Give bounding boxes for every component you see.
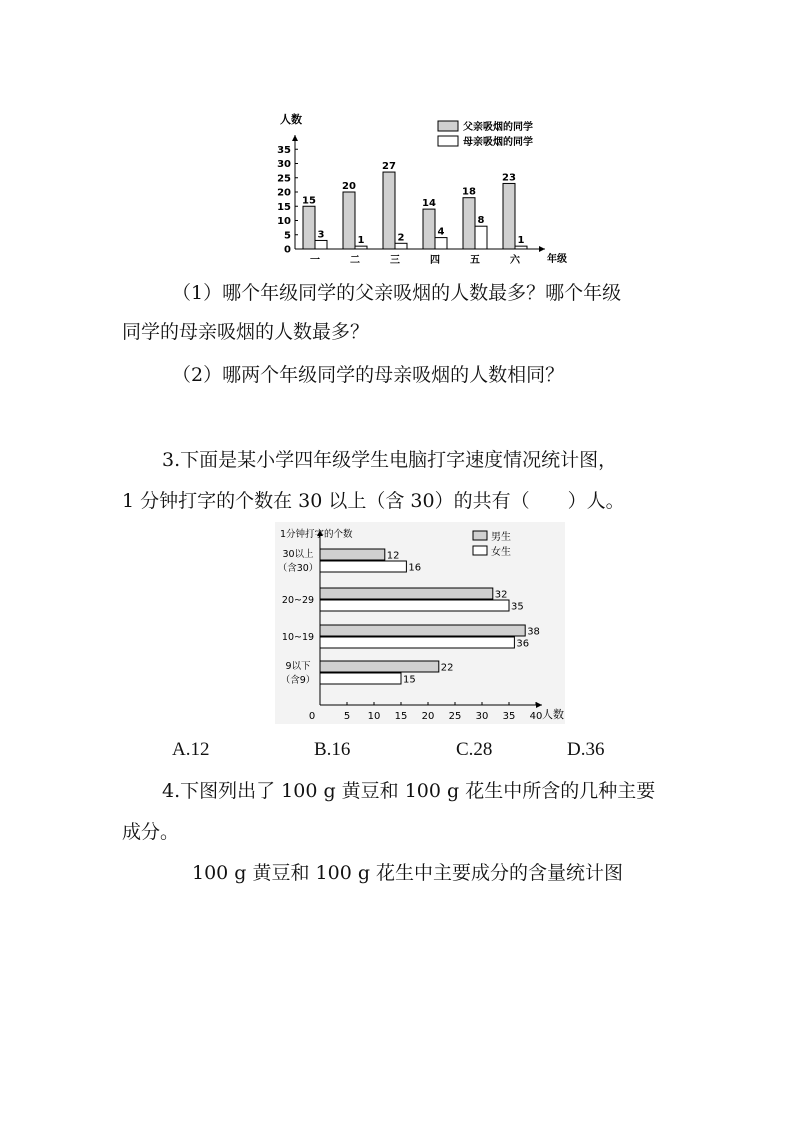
chart1-y-tick-label: 30 <box>277 159 291 170</box>
question-part2: （2）哪两个年级同学的母亲吸烟的人数相同？ <box>172 364 565 386</box>
chart2-legend-swatch <box>473 531 487 540</box>
chart2-background <box>275 522 565 724</box>
chart2-data-label: 35 <box>511 601 524 613</box>
chart1-data-label: 20 <box>342 181 356 192</box>
chart1-data-label: 8 <box>477 215 485 227</box>
chart1-bar <box>435 238 447 249</box>
question4-line2: 成分。 <box>122 821 180 843</box>
chart2-data-label: 15 <box>403 674 416 686</box>
chart1-bar <box>463 198 475 249</box>
chart2-bar <box>320 561 406 572</box>
chart1-labels <box>302 161 524 266</box>
chart2-bar <box>320 549 385 560</box>
chart1-legend-swatch <box>438 121 458 131</box>
chart2-legend-label: 男生 <box>491 532 511 543</box>
chart1-y-tick-label: 25 <box>277 173 291 185</box>
chart1-category-label: 五 <box>470 255 480 266</box>
chart2-bar <box>320 661 439 672</box>
chart1-bar <box>423 209 435 249</box>
chart1-bar <box>383 172 395 249</box>
chart1-y-tick-label: 15 <box>277 201 291 213</box>
chart1-bar <box>395 243 407 249</box>
chart1-category-label: 三 <box>390 255 400 266</box>
chart1-bar <box>343 192 355 249</box>
chart2-category-label: （含9） <box>280 675 316 686</box>
chart1-bar <box>355 246 367 249</box>
chart1-data-label: 3 <box>317 229 325 241</box>
chart1-bar <box>475 226 487 249</box>
chart1-data-label: 23 <box>502 172 516 184</box>
chart2-category-label: 30以上 <box>282 549 314 560</box>
chart2-category-label: 9以下 <box>285 661 311 672</box>
chart1-data-label: 14 <box>422 198 436 210</box>
chart2-bar <box>320 673 401 684</box>
chart1-data-label: 4 <box>437 226 445 238</box>
chart1-category-label: 二 <box>350 255 360 266</box>
chart2-x-axis-label: 人数 <box>542 708 564 721</box>
chart2-data-label: 32 <box>494 589 508 601</box>
chart1-category-label: 四 <box>430 255 440 266</box>
chart1-bar <box>515 246 527 249</box>
chart1-data-label: 18 <box>462 186 476 198</box>
chart1-data-label: 1 <box>357 235 365 247</box>
option-b: B.16 <box>314 739 351 760</box>
chart2-x-tick-label: 10 <box>367 711 381 722</box>
smoking-bar-chart <box>260 105 567 270</box>
chart2-x-tick-label: 15 <box>394 711 408 722</box>
chart1-bars <box>303 172 527 249</box>
chart2-x-tick-label: 25 <box>448 711 462 722</box>
chart2-category-label: （含30） <box>277 563 319 574</box>
chart1-bar <box>503 183 515 249</box>
chart1-legend-label: 父亲吸烟的同学 <box>463 122 533 133</box>
chart1-y-tick-label: 10 <box>277 216 291 227</box>
chart1-legend-label: 母亲吸烟的同学 <box>463 137 533 148</box>
option-a: A.12 <box>172 739 210 760</box>
chart2-x-tick-label: 20 <box>421 711 435 722</box>
chart1-category-label: 六 <box>510 255 520 266</box>
chart2-category-label: 20~29 <box>281 595 315 606</box>
question4-chart-title: 100 g 黄豆和 100 g 花生中主要成分的含量统计图 <box>192 862 624 884</box>
chart2-legend-swatch <box>473 546 487 555</box>
chart1-y-tick-label: 35 <box>277 144 291 156</box>
chart1-data-label: 27 <box>382 161 396 173</box>
chart2-x-tick-label: 35 <box>502 711 516 722</box>
chart2-x-tick-label: 0 <box>308 711 316 722</box>
option-c: C.28 <box>456 739 493 760</box>
chart2-data-label: 36 <box>516 638 530 650</box>
chart1-x-axis-label: 年级 <box>547 254 567 265</box>
chart2-x-tick-label: 5 <box>343 711 351 722</box>
chart1-data-label: 2 <box>397 232 405 244</box>
chart1-bar <box>315 240 327 249</box>
chart1-category-label: 一 <box>310 255 320 266</box>
chart2-x-tick-label: 30 <box>475 711 489 722</box>
question3-line1: 3.下面是某小学四年级学生电脑打字速度情况统计图， <box>162 449 618 471</box>
chart2-data-label: 38 <box>527 626 540 638</box>
chart1-legend-swatch <box>438 136 458 146</box>
chart2-data-label: 22 <box>440 662 454 674</box>
chart1-legend <box>438 120 533 148</box>
chart2-data-label: 16 <box>408 562 422 574</box>
chart2-bar <box>320 588 493 599</box>
chart1-y-arrow <box>292 135 298 141</box>
chart2-bar <box>320 625 525 636</box>
chart1-data-label: 15 <box>302 195 316 207</box>
chart2-data-label: 12 <box>386 550 400 562</box>
question-part1-line2: 同学的母亲吸烟的人数最多？ <box>122 321 370 343</box>
chart2-category-label: 10~19 <box>281 632 315 643</box>
question3-line2: 1 分钟打字的个数在 30 以上（含 30）的共有（ ）人。 <box>122 490 625 512</box>
chart1-y-tick-label: 0 <box>284 244 291 256</box>
question4-line1: 4.下图列出了 100 g 黄豆和 100 g 花生中所含的几种主要 <box>162 780 656 802</box>
chart1-y-tick-label: 20 <box>277 187 291 199</box>
chart1-y-axis-label: 人数 <box>280 113 302 126</box>
chart2-bar <box>320 600 509 611</box>
question-part1-line1: （1）哪个年级同学的父亲吸烟的人数最多？哪个年级 <box>172 282 622 304</box>
chart2-x-tick-label: 40 <box>529 711 543 722</box>
chart1-y-tick-label: 5 <box>284 230 291 242</box>
typing-speed-bar-chart <box>275 522 565 724</box>
chart2-legend-label: 女生 <box>491 547 511 558</box>
chart1-bar <box>303 206 315 249</box>
chart2-bar <box>320 637 514 648</box>
chart2-y-axis-label: 1分钟打字的个数 <box>280 529 353 540</box>
chart1-x-arrow <box>539 246 545 252</box>
chart1-data-label: 1 <box>517 235 525 247</box>
option-d: D.36 <box>567 739 605 760</box>
